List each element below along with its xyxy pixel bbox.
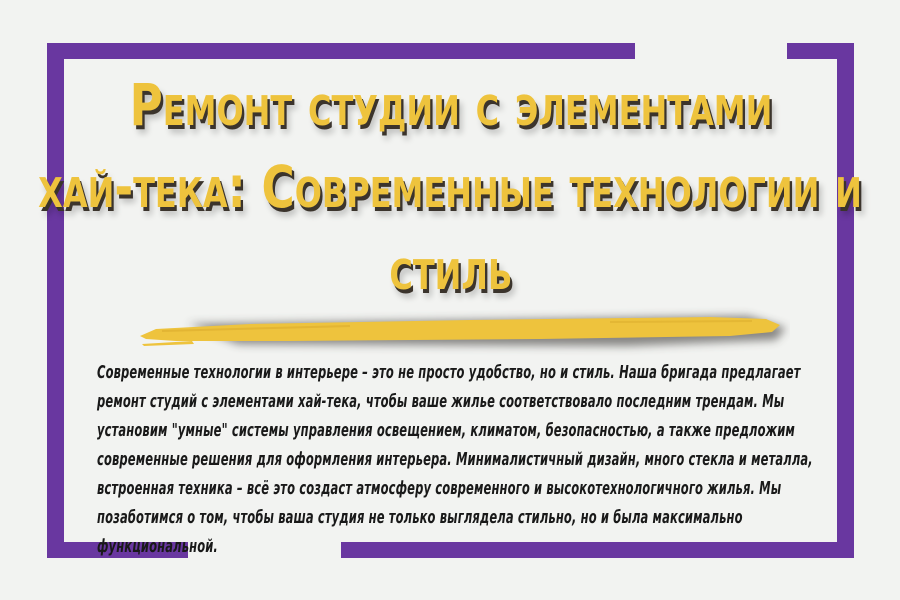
brush-stroke-icon	[140, 306, 790, 358]
page-title	[38, 64, 863, 310]
frame-border-right	[837, 43, 854, 558]
brush-stroke-divider	[140, 306, 790, 358]
title-line-1: Ремонт студии с элементами	[129, 71, 772, 139]
title-line-2: хай-тека: Современные технологии и	[38, 153, 863, 221]
frame-border-top-right-segment	[787, 43, 854, 59]
frame-border-left	[47, 43, 64, 558]
frame-border-top-left-segment	[47, 43, 635, 59]
body-paragraph: Современные технологии в интерьере – это не просто удобство, но и стиль. Наша бригада предлагает ремонт студий с элементами хай-тека, чтобы ваше жилье соответствовало последним трендам. Мы установим "умные" системы управления освещением, климатом, безопасностью, а также предложим современные решения для оформления интерьера. Минималистичный дизайн, много стекла и металла, встроенная техника – всё это создаст атмосферу современного и высокотехнологичного жилья. Мы позаботимся о том, чтобы ваша студия не только выглядела стильно, но и была максимально функциональной.	[97, 362, 813, 557]
title-line-3: стиль	[389, 235, 512, 303]
